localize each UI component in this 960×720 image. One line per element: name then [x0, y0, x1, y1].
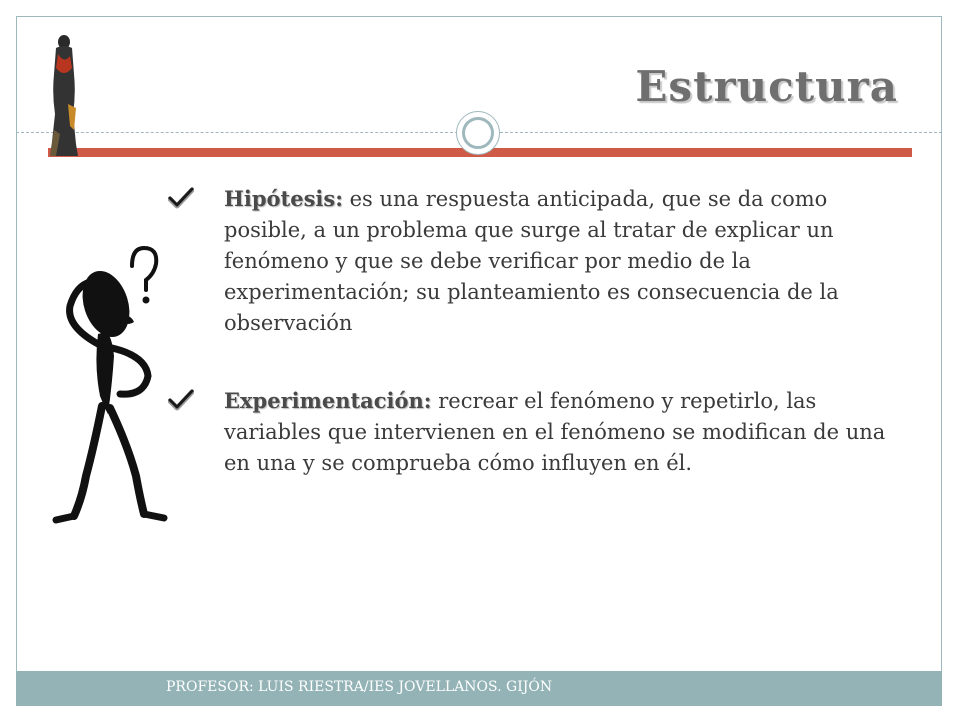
bullet-term: Experimentación:	[224, 388, 432, 413]
bullet-text: recrear el fenómeno y repetirlo, las variables que intervienen en el fenómeno se modifican de una en una y se comprueba cómo influyen en él.	[224, 389, 886, 475]
bullet-list	[156, 183, 896, 479]
footer-text: PROFESOR: LUIS RIESTRA/IES JOVELLANOS. GIJÓN	[166, 679, 553, 695]
bullet-text: es una respuesta anticipada, que se da como posible, a un problema que surge al tratar de explicar un fenómeno y que se debe verificar por medio de la experimentación; su planteamiento es consecuencia de la observación	[224, 187, 839, 335]
footer-bar	[16, 671, 942, 706]
bullet-hipotesis	[156, 183, 896, 339]
divider-circle-ornament	[456, 111, 500, 155]
slide-title: Estructura	[635, 62, 898, 111]
robed-figure-illustration	[46, 34, 82, 158]
checkmark-icon	[168, 187, 194, 209]
checkmark-icon	[168, 389, 194, 411]
bullet-term: Hipótesis:	[224, 186, 343, 211]
bullet-experimentacion	[156, 385, 896, 479]
